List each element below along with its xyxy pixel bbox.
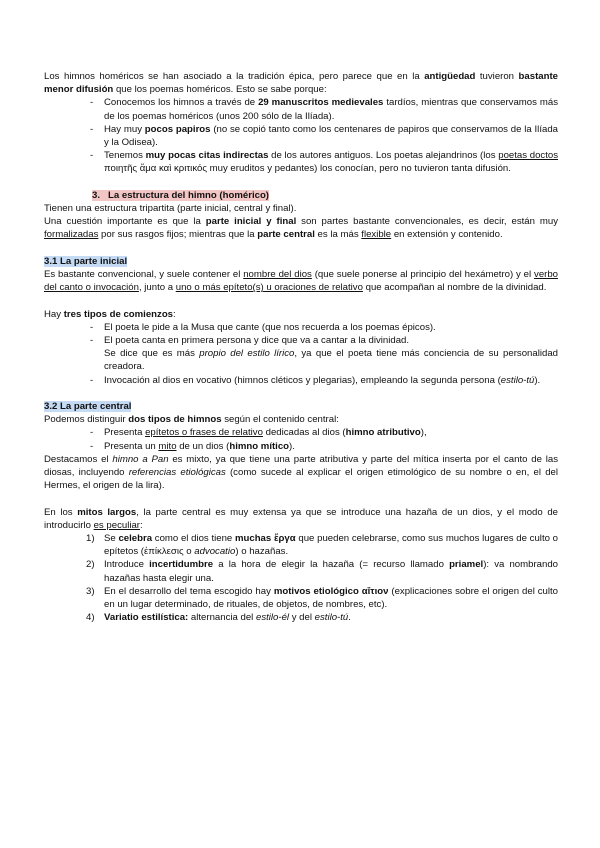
intro-bold-antiguedad: antigüedad — [424, 71, 476, 82]
section32-paragraph: Podemos distinguir dos tipos de himnos según el contenido central: — [44, 414, 339, 426]
list-item: 1) Se celebra como el dios tiene muchas ἔργα que pueden celebrarse, como sus muchos lugares de culto o epítetos (ἐπίκλεσις o advocatio) o hazañas. — [86, 533, 558, 558]
list-item: 2) Introduce incertidumbre a la hora de elegir la hazaña (= recurso llamado priamel): va nombrando hazañas hasta elegir una. — [86, 559, 558, 584]
intro-bullet-list — [44, 96, 558, 175]
section32-paragraph: En los mitos largos, la parte central es muy extensa ya que se introduce una hazaña de un dios, y el modo de introducirlo es peculiar: — [44, 506, 558, 531]
list-item: - Presenta epítetos o frases de relativo dedicadas al dios (himno atributivo), — [104, 426, 558, 439]
intro-text: que los poemas homéricos. Esto se sabe porque: — [113, 84, 327, 96]
intro-bold-difusion: bastante menor difusión — [44, 71, 558, 96]
section3-paragraph: Una cuestión importante es que la parte inicial y final son partes bastante convencionales, es decir, están muy formalizadas por sus rasgos fijos; mientras que la parte central es la más flexible en extensión y contenido. — [44, 216, 558, 241]
intro-text: tuvieron — [475, 71, 519, 82]
list-item: - El poeta le pide a la Musa que cante (que nos recuerda a los poemas épicos). — [104, 321, 558, 334]
intro-text: Los himnos homéricos se han asociado a la tradición épica, pero parece que en la — [44, 71, 425, 82]
intro-paragraph — [44, 70, 558, 96]
section32-paragraph: Destacamos el himno a Pan es mixto, ya que tiene una parte atributiva y parte del mítica inserta por el canto de las diosas, incluyendo referencias etiológicas (como sucede al explicar el origen etimológico de su nombre o en, el del Hermes, el origen de la lira). — [44, 453, 558, 492]
section31-paragraph: Hay tres tipos de comienzos: — [44, 308, 176, 320]
section-heading-3-2: 3.2 La parte central — [44, 401, 132, 413]
list-item: 3) En el desarrollo del tema escogido hay motivos etiológico αἴτιον (explicaciones sobre el origen del culto en un lugar determinado, de rituales, de objetos, de nombres, etc). — [86, 585, 559, 611]
section-heading-3-1: 3.1 La parte inicial — [44, 255, 128, 267]
mitos-largos-list — [44, 532, 558, 624]
section31-paragraph: Es bastante convencional, y suele contener el nombre del dios (que suele ponerse al principio del hexámetro) y el verbo del canto o invocación, junto a uno o más epíteto(s) u oraciones de relativo que acompañan al nombre de la divinidad. — [44, 269, 559, 294]
tipos-himnos-list — [44, 426, 558, 452]
section3-paragraph: Tienen una estructura tripartita (parte inicial, central y final). — [44, 203, 297, 215]
list-item: - Presenta un mito de un dios (himno mítico). — [104, 440, 558, 453]
list-item: - Conocemos los himnos a través de 29 manuscritos medievales tardíos, mientras que conservamos más de los poemas homéricos (unos 200 sólo de la Ilíada). — [104, 96, 558, 122]
list-item: - Hay muy pocos papiros (no se copió tanto como los centenares de papiros que conservamos de la Ilíada y la Odisea). — [104, 123, 558, 149]
list-item: - Invocación al dios en vocativo (himnos cléticos y plegarias), empleando la segunda persona (estilo-tú). — [104, 374, 558, 387]
section-heading-3: 3. La estructura del himno (homérico) — [92, 189, 270, 201]
comienzos-list — [44, 321, 558, 387]
list-item: - Tenemos muy pocas citas indirectas de los autores antiguos. Los poetas alejandrinos (los poetas doctos ποιητῆς ἅμα καὶ κριτικός muy eruditos y pedantes) los conocían, pero no tuvieron tanta difusión. — [104, 149, 558, 175]
list-item: - El poeta canta en primera persona y dice que va a cantar a la divinidad. Se dice que es más propio del estilo lírico, ya que el poeta tiene más conciencia de su personalidad creadora. — [104, 334, 558, 374]
list-item: 4) Variatio estilística: alternancia del estilo-él y del estilo-tú. — [86, 612, 351, 624]
document-page — [44, 70, 558, 624]
